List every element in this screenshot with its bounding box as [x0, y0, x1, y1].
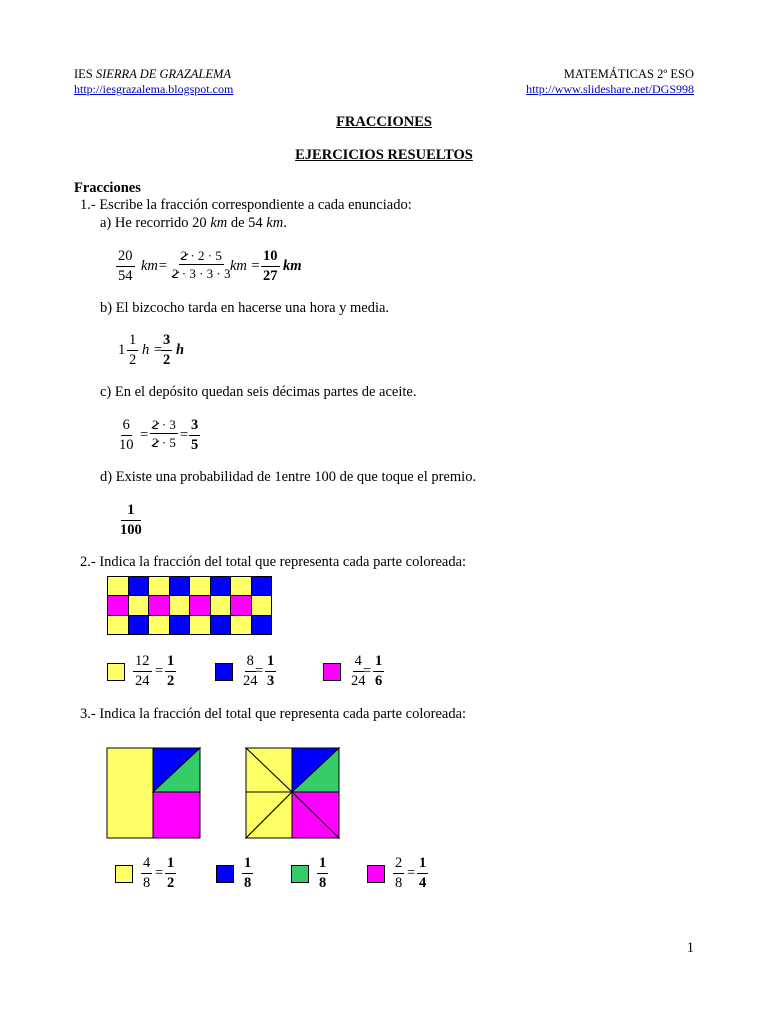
checkered-grid	[107, 576, 271, 634]
equals-sign: =	[407, 865, 416, 881]
answer-fraction	[393, 856, 404, 890]
ex1a-unit: km	[210, 215, 228, 231]
section-heading: Fracciones	[74, 180, 141, 196]
answer-result-fraction	[417, 856, 428, 890]
numerator: 1	[242, 856, 253, 874]
color-swatch	[115, 865, 133, 883]
page-subtitle: EJERCICIOS RESUELTOS	[295, 147, 473, 163]
numerator: 1	[265, 654, 276, 672]
numerator: 4	[141, 856, 152, 874]
grid-cell-yellow	[148, 576, 170, 596]
ex1b-equals: h =	[142, 342, 163, 358]
denominator-rest: · 3 · 3 · 3	[178, 266, 231, 281]
numerator: 6	[121, 418, 132, 436]
grid-cell-blue	[169, 576, 191, 596]
numerator: 3	[189, 418, 200, 436]
answer-result-fraction	[317, 856, 328, 890]
numerator: 1	[373, 654, 384, 672]
answer-result-fraction	[373, 654, 384, 688]
grid-cell-yellow	[230, 615, 252, 635]
grid-cell-blue	[169, 615, 191, 635]
subject-label: MATEMÁTICAS 2º ESO	[563, 67, 694, 81]
denominator: 5	[191, 436, 199, 453]
struck-factor: 2	[172, 266, 179, 281]
denominator: 8	[143, 874, 151, 891]
denominator: 100	[120, 521, 142, 538]
numerator: 1	[417, 856, 428, 874]
denominator: 24	[243, 672, 258, 689]
denominator: 6	[375, 672, 383, 689]
numerator: 12	[133, 654, 152, 672]
school-link[interactable]: http://iesgrazalema.blogspot.com	[74, 82, 234, 96]
color-swatch	[367, 865, 385, 883]
grid-cell-yellow	[210, 595, 232, 615]
ex1a-equals-2: km =	[230, 258, 261, 274]
denominator: 2	[167, 672, 175, 689]
ex1b-whole: 1	[118, 342, 126, 358]
denominator: 2	[163, 351, 171, 368]
grid-cell-blue	[251, 576, 273, 596]
ex1d-result-fraction	[118, 503, 144, 537]
ex1b-fraction	[127, 333, 138, 367]
equals-sign: =	[155, 865, 164, 881]
ex1b-result-unit: h	[176, 342, 185, 358]
struck-factor: 2	[152, 435, 159, 450]
answer-result-fraction	[165, 856, 176, 890]
grid-cell-magenta	[189, 595, 211, 615]
denominator-rest: · 5	[158, 435, 176, 450]
square-figure-1	[106, 747, 202, 839]
numerator: 3	[161, 333, 172, 351]
denominator: 24	[135, 672, 150, 689]
denominator: 2	[129, 351, 137, 368]
numerator-rest: · 3	[158, 417, 176, 432]
color-swatch	[215, 663, 233, 681]
subject-link[interactable]: http://www.slideshare.net/DGS998	[526, 82, 694, 96]
numerator: 10	[261, 249, 280, 267]
ex1a-unit-2: km	[266, 215, 284, 231]
answer-result-fraction	[265, 654, 276, 688]
numerator: 1	[121, 503, 140, 521]
fig1-yellow-half	[107, 748, 153, 838]
exercise-1b-text: b) El bizcocho tarda en hacerse una hora y media.	[100, 300, 390, 316]
exercise-1a-text	[100, 215, 287, 232]
ex1c-equals-2: =	[180, 427, 189, 443]
numerator: 1	[317, 856, 328, 874]
school-prefix: IES	[74, 67, 96, 81]
ex1a-result-unit: km	[283, 258, 302, 274]
ex1a-fraction-2	[170, 249, 233, 280]
exercise-2-prompt: 2.- Indica la fracción del total que representa cada parte coloreada:	[80, 554, 467, 570]
exercise-1d-text: d) Existe una probabilidad de 1entre 100 de que toque el premio.	[100, 469, 477, 485]
grid-cell-blue	[128, 576, 150, 596]
grid-cell-yellow	[107, 615, 129, 635]
page-number: 1	[686, 940, 694, 956]
grid-cell-blue	[210, 615, 232, 635]
ex1c-fraction-1	[117, 418, 136, 452]
denominator: 2	[167, 874, 175, 891]
color-swatch	[107, 663, 125, 681]
color-swatch	[216, 865, 234, 883]
grid-cell-yellow	[169, 595, 191, 615]
grid-cell-yellow	[251, 595, 273, 615]
grid-cell-magenta	[230, 595, 252, 615]
color-swatch	[323, 663, 341, 681]
page-title: FRACCIONES	[336, 114, 432, 130]
school-name	[74, 67, 231, 82]
numerator: 20	[116, 249, 135, 267]
exercise-3-prompt: 3.- Indica la fracción del total que representa cada parte coloreada:	[80, 706, 467, 722]
ex1a-mid: de 54	[227, 215, 267, 231]
equals-sign: =	[363, 663, 372, 679]
numerator: 1	[165, 654, 176, 672]
grid-cell-yellow	[107, 576, 129, 596]
color-swatch	[291, 865, 309, 883]
answer-result-fraction	[242, 856, 253, 890]
numerator: 1	[165, 856, 176, 874]
numerator: 8	[245, 654, 256, 672]
numerator: 2	[393, 856, 404, 874]
ex1a-end: .	[283, 215, 287, 231]
denominator: 27	[263, 267, 278, 284]
ex1a-pre: a) He recorrido 20	[100, 215, 211, 231]
grid-cell-yellow	[148, 615, 170, 635]
numerator: 1	[127, 333, 138, 351]
exercise-1-prompt: 1.- Escribe la fracción correspondiente a cada enunciado:	[80, 197, 412, 213]
numerator-rest: · 2 · 5	[187, 248, 222, 263]
answer-fraction	[141, 856, 152, 890]
grid-cell-yellow	[230, 576, 252, 596]
grid-cell-blue	[128, 615, 150, 635]
grid-cell-yellow	[189, 576, 211, 596]
square-figure-2	[245, 747, 341, 839]
denominator: 10	[119, 436, 134, 453]
numerator: 4	[353, 654, 364, 672]
ex1c-result-fraction	[189, 418, 200, 452]
struck-factor: 2	[152, 417, 159, 432]
answer-fraction	[133, 654, 152, 688]
denominator: 24	[351, 672, 366, 689]
grid-cell-blue	[251, 615, 273, 635]
ex1c-equals-1: =	[140, 427, 149, 443]
grid-cell-yellow	[128, 595, 150, 615]
answer-result-fraction	[165, 654, 176, 688]
ex1a-result-fraction	[261, 249, 280, 283]
ex1a-fraction-1	[116, 249, 135, 283]
school-name-italic: SIERRA DE GRAZALEMA	[95, 67, 232, 81]
ex1b-result-fraction	[161, 333, 172, 367]
fig1-magenta-quarter	[153, 792, 200, 838]
ex1a-equals-1: km=	[141, 258, 168, 274]
equals-sign: =	[155, 663, 164, 679]
denominator: 8	[319, 874, 327, 891]
denominator: 8	[395, 874, 403, 891]
exercise-1c-text: c) En el depósito quedan seis décimas partes de aceite.	[100, 384, 417, 400]
grid-cell-magenta	[107, 595, 129, 615]
grid-cell-magenta	[148, 595, 170, 615]
denominator: 3	[267, 672, 275, 689]
grid-cell-yellow	[189, 615, 211, 635]
denominator: 4	[419, 874, 427, 891]
struck-factor: 2	[180, 248, 188, 263]
ex1c-fraction-2	[150, 418, 178, 449]
grid-cell-blue	[210, 576, 232, 596]
denominator: 54	[118, 267, 133, 284]
equals-sign: =	[255, 663, 264, 679]
denominator: 8	[244, 874, 252, 891]
